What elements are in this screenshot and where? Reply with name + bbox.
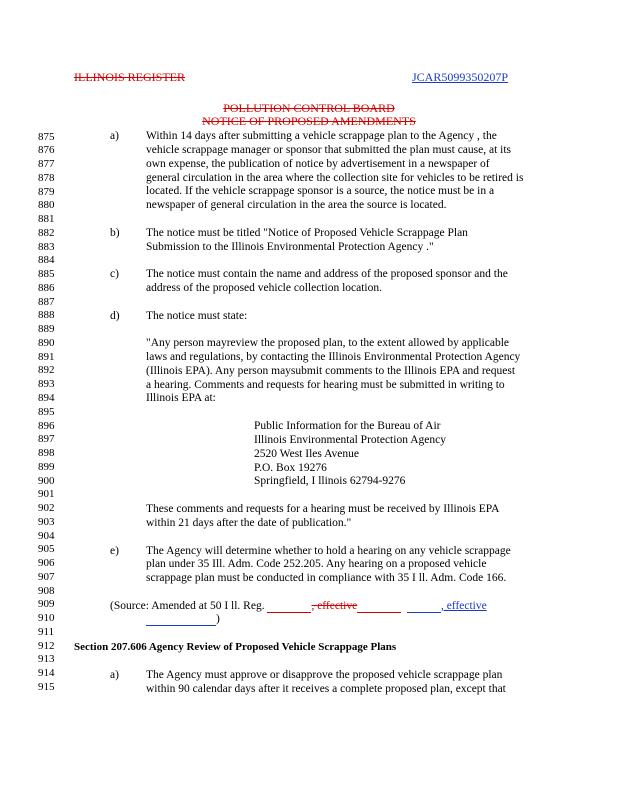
line-number: 881 — [38, 213, 55, 226]
line-number: 909 — [38, 598, 55, 611]
line-number: 902 — [38, 502, 55, 514]
document-code: JCAR5099350207P — [412, 70, 509, 84]
body-line: These comments and requests for a hearing must be received by Illinois EPA — [146, 503, 500, 515]
line-number: 899 — [38, 460, 55, 473]
line-number: 898 — [38, 447, 55, 459]
line-number: 894 — [38, 391, 55, 404]
line-number: 895 — [38, 405, 55, 418]
quote-line: (Illinois EPA). Any person maysubmit comments to the Illinois EPA and request — [146, 365, 516, 377]
body-line: The notice must contain the name and address of the proposed sponsor and the — [146, 268, 508, 280]
address-line: Springfield, I llinois 62794-9276 — [254, 475, 406, 487]
deleted-blank — [357, 600, 401, 613]
source-note — [110, 600, 487, 613]
body-line: within 90 calendar days after it receives a complete proposed plan, except that — [146, 683, 506, 695]
line-number: 896 — [38, 419, 55, 432]
line-number: 877 — [38, 158, 55, 170]
line-number: 887 — [38, 295, 55, 308]
item-label-b: b) — [110, 227, 120, 239]
inserted-blank — [407, 600, 441, 613]
section-heading: Section 207.606 Agency Review of Proposed Vehicle Scrappage Plans — [74, 641, 397, 653]
item-label-c: c) — [110, 268, 119, 280]
item-label-e: e) — [110, 545, 119, 557]
inserted-blank — [146, 613, 216, 626]
body-line: plan under 35 Ill. Adm. Code 252.205. Any hearing on a proposed vehicle — [146, 558, 487, 570]
body-line: scrappage plan must be conducted in compliance with 35 I ll. Adm. Code 166. — [146, 572, 507, 584]
body-line: Within 14 days after submitting a vehicle scrappage plan to the Agency , the — [146, 130, 497, 142]
line-number: 910 — [38, 612, 55, 625]
source-note-cont — [146, 613, 220, 626]
body-line: within 21 days after the date of publication." — [146, 517, 352, 529]
body-line: The notice must be titled "Notice of Proposed Vehicle Scrappage Plan — [146, 227, 468, 239]
line-number: 903 — [38, 515, 55, 528]
line-number: 905 — [38, 543, 55, 556]
source-prefix: (Source: Amended at 50 I ll. Reg. — [110, 600, 268, 612]
body-line: vehicle scrappage manager or sponsor that submitted the plan must cause, at its — [146, 144, 512, 156]
line-number: 914 — [38, 667, 55, 680]
line-number: 904 — [38, 529, 55, 542]
quote-line: laws and regulations, by contacting the Illinois Environmental Protection Agency — [146, 351, 521, 363]
line-number: 913 — [38, 653, 55, 666]
notice-title: NOTICE OF PROPOSED AMENDMENTS — [202, 114, 416, 128]
line-number: 889 — [38, 323, 55, 336]
line-number: 900 — [38, 474, 55, 487]
line-number: 906 — [38, 557, 55, 570]
line-number: 890 — [38, 336, 55, 349]
line-number: 911 — [38, 625, 55, 638]
item-label-a: a) — [110, 130, 119, 142]
line-number: 884 — [38, 254, 55, 267]
line-number: 897 — [38, 433, 55, 446]
body-line: own expense, the publication of notice by advertisement in a newspaper of — [146, 158, 490, 170]
quote-line: a hearing. Comments and requests for hearing must be submitted in writing to — [146, 379, 505, 391]
line-number: 907 — [38, 570, 55, 583]
address-line: P.O. Box 19276 — [254, 462, 327, 474]
quote-line: Illinois EPA at: — [146, 392, 216, 404]
source-close: ) — [216, 613, 220, 625]
address-line: Public Information for the Bureau of Air — [254, 420, 441, 432]
line-number: 880 — [38, 199, 55, 212]
line-number: 888 — [38, 309, 55, 322]
line-number: 878 — [38, 171, 55, 184]
line-number: 882 — [38, 226, 55, 239]
line-number: 901 — [38, 488, 55, 501]
body-line: general circulation in the area where the collection site for vehicles to be retired is — [146, 172, 524, 184]
deleted-effective: effective — [317, 600, 358, 612]
line-number: 891 — [38, 350, 55, 363]
item-label-d: d) — [110, 310, 120, 322]
body-line: Submission to the Illinois Environmental Protection Agency ." — [146, 241, 434, 253]
body-line: located. If the vehicle scrappage sponsor is a source, the notice must be in a — [146, 185, 495, 197]
line-number: 876 — [38, 144, 55, 157]
line-number: 885 — [38, 268, 55, 281]
item-label-a-section: a) — [110, 669, 119, 681]
body-line: newspaper of general circulation in the area the source is located. — [146, 199, 447, 211]
line-number: 915 — [38, 680, 55, 693]
body-line: address of the proposed vehicle collection location. — [146, 282, 382, 294]
body-line: The notice must state: — [146, 310, 248, 322]
line-number: 892 — [38, 364, 55, 377]
line-number: 893 — [38, 378, 55, 391]
line-number: 883 — [38, 240, 55, 253]
line-number: 912 — [38, 639, 55, 652]
line-number: 908 — [38, 584, 55, 597]
body-line: The Agency must approve or disapprove the proposed vehicle scrappage plan — [146, 669, 503, 681]
line-number: 879 — [38, 185, 55, 198]
quote-line: "Any person mayreview the proposed plan, to the extent allowed by applicable — [146, 337, 510, 349]
deleted-comma: , — [311, 600, 318, 612]
register-header: ILLINOIS REGISTER — [74, 70, 185, 84]
line-number: 886 — [38, 281, 55, 294]
body-line: The Agency will determine whether to hold a hearing on any vehicle scrappage — [146, 545, 511, 557]
inserted-effective: , effective — [440, 600, 487, 612]
address-line: 2520 West Iles Avenue — [254, 448, 360, 460]
line-number: 875 — [38, 130, 55, 143]
address-line: Illinois Environmental Protection Agency — [254, 434, 446, 446]
deleted-blank — [267, 600, 311, 613]
agency-title: POLLUTION CONTROL BOARD — [223, 101, 395, 115]
